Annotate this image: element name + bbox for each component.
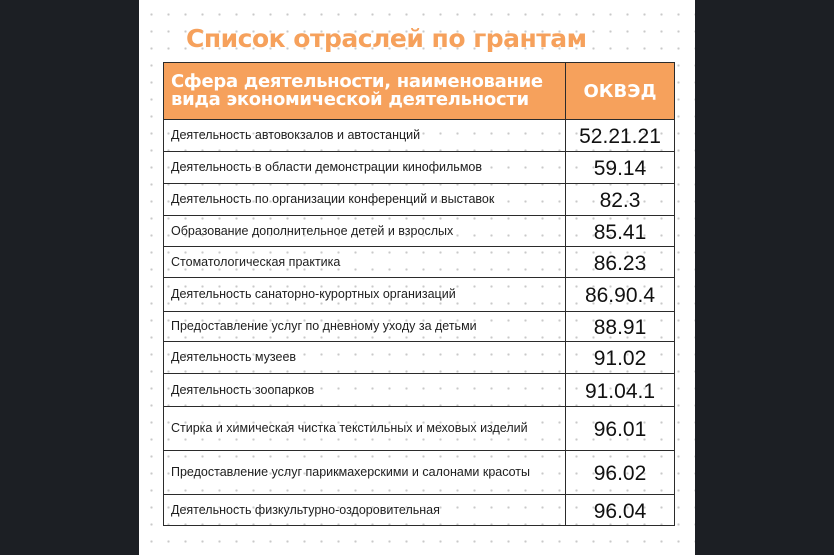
table-row	[164, 278, 675, 312]
activity-name: Предоставление услуг парикмахерскими и салонами красоты	[164, 451, 566, 495]
table-row	[164, 451, 675, 495]
table-row	[164, 342, 675, 374]
okved-code: 96.04	[566, 495, 675, 526]
industries-table	[163, 62, 675, 526]
table-row	[164, 184, 675, 216]
header-activity: Сфера деятельности, наименование вида экономической деятельности	[164, 63, 566, 120]
activity-name: Стоматологическая практика	[164, 247, 566, 278]
activity-name: Деятельность физкультурно-оздоровительная	[164, 495, 566, 526]
table-row	[164, 312, 675, 342]
header-okved: ОКВЭД	[566, 63, 675, 120]
table-row	[164, 216, 675, 247]
activity-name: Деятельность зоопарков	[164, 374, 566, 407]
activity-name: Деятельность санаторно-курортных организаций	[164, 278, 566, 312]
activity-name: Образование дополнительное детей и взрослых	[164, 216, 566, 247]
activity-name: Деятельность в области демонстрации кинофильмов	[164, 152, 566, 184]
okved-code: 91.04.1	[566, 374, 675, 407]
activity-name: Деятельность музеев	[164, 342, 566, 374]
table-row	[164, 407, 675, 451]
table-row	[164, 120, 675, 152]
okved-code: 91.02	[566, 342, 675, 374]
okved-code: 85.41	[566, 216, 675, 247]
okved-code: 96.01	[566, 407, 675, 451]
table-row	[164, 495, 675, 526]
document-page	[139, 0, 695, 555]
activity-name: Стирка и химическая чистка текстильных и меховых изделий	[164, 407, 566, 451]
table-row	[164, 247, 675, 278]
table-header-row	[164, 63, 675, 120]
okved-code: 96.02	[566, 451, 675, 495]
page-title: Список отраслей по грантам	[186, 24, 587, 53]
okved-code: 52.21.21	[566, 120, 675, 152]
activity-name: Деятельность автовокзалов и автостанций	[164, 120, 566, 152]
okved-code: 86.23	[566, 247, 675, 278]
activity-name: Предоставление услуг по дневному уходу за детьми	[164, 312, 566, 342]
okved-code: 59.14	[566, 152, 675, 184]
table-row	[164, 374, 675, 407]
okved-code: 86.90.4	[566, 278, 675, 312]
activity-name: Деятельность по организации конференций и выставок	[164, 184, 566, 216]
table-row	[164, 152, 675, 184]
okved-code: 82.3	[566, 184, 675, 216]
okved-code: 88.91	[566, 312, 675, 342]
